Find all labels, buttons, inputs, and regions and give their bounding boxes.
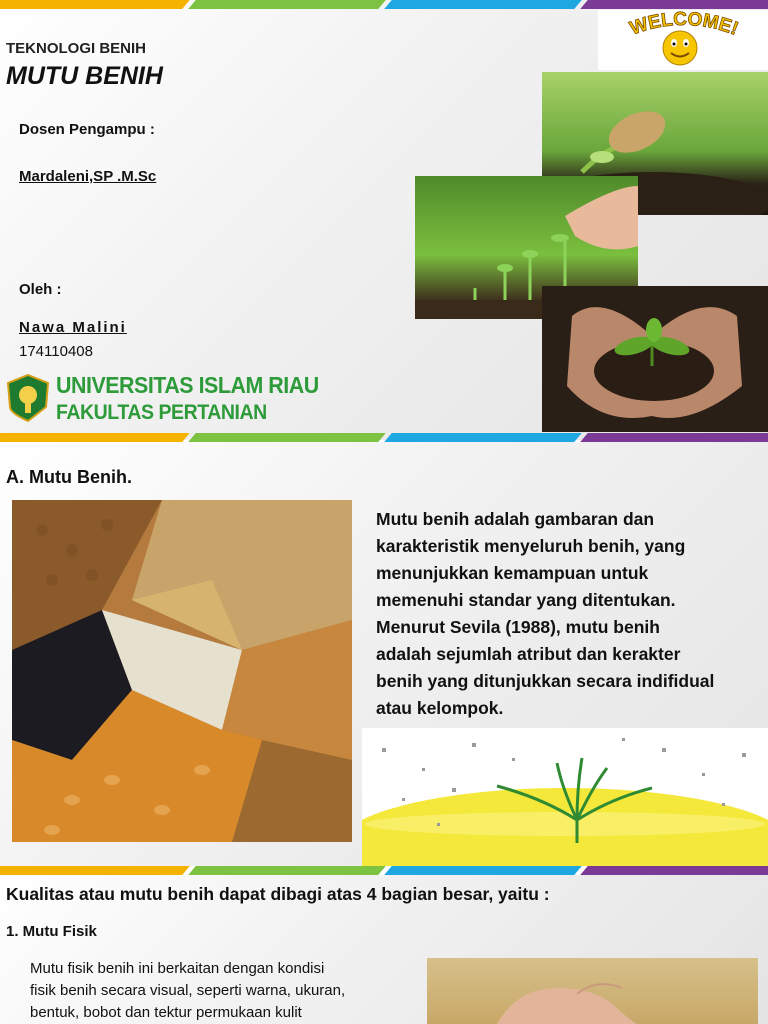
university-logo xyxy=(6,373,50,423)
hand-seeds-photo xyxy=(427,958,758,1024)
welcome-banner xyxy=(598,10,768,70)
definition-paragraph xyxy=(376,506,761,722)
slide-mutu-benih xyxy=(0,442,768,866)
paragraph-line: benih yang ditunjukkan secara indifidual xyxy=(376,671,715,691)
by-label: Oleh : xyxy=(19,281,62,298)
student-name: Nawa Malini xyxy=(19,319,127,336)
hands-seedling-photo xyxy=(542,286,768,432)
section-heading: Kualitas atau mutu benih dapat dibagi atas 4 bagian besar, yaitu : xyxy=(6,884,550,904)
paragraph-line: Menurut Sevila (1988), mutu benih xyxy=(376,617,660,637)
paragraph-line: Mutu benih adalah gambaran dan xyxy=(376,509,655,529)
paragraph-line: atau kelompok. xyxy=(376,698,504,718)
section-heading: A. Mutu Benih. xyxy=(6,467,132,487)
mutu-fisik-paragraph xyxy=(30,958,420,1024)
separator-stripes-1 xyxy=(0,433,768,442)
paragraph-line: fisik benih secara visual, seperti warna, ukuran, xyxy=(30,982,346,999)
paragraph-line: memenuhi standar yang ditentukan. xyxy=(376,590,676,610)
student-id: 174110408 xyxy=(19,343,93,360)
paragraph-line: adalah sejumlah atribut dan kerakter xyxy=(376,644,681,664)
paragraph-line: karakteristik menyeluruh benih, yang xyxy=(376,536,686,556)
seeds-photo xyxy=(12,500,352,842)
university-name: UNIVERSITAS ISLAM RIAU xyxy=(56,372,319,398)
lecturer-name: Mardaleni,SP .M.Sc xyxy=(19,168,157,185)
sprout-illustration xyxy=(362,728,768,866)
slide-kualitas-benih xyxy=(0,875,768,1024)
course-title: TEKNOLOGI BENIH xyxy=(6,40,147,57)
topic-title: MUTU BENIH xyxy=(6,62,163,90)
paragraph-line: menunjukkan kemampuan untuk xyxy=(376,563,649,583)
top-color-stripes xyxy=(0,0,768,9)
subheading-mutu-fisik: 1. Mutu Fisik xyxy=(6,923,97,940)
separator-stripes-2 xyxy=(0,866,768,875)
faculty-name: FAKULTAS PERTANIAN xyxy=(56,401,267,424)
paragraph-line: Mutu fisik benih ini berkaitan dengan kondisi xyxy=(30,960,325,977)
welcome-text: WELCOME! xyxy=(627,10,741,40)
lecturer-label: Dosen Pengampu : xyxy=(19,121,155,138)
paragraph-line: bentuk, bobot dan tektur permukaan kulit xyxy=(30,1004,302,1021)
slide-title xyxy=(0,0,768,440)
